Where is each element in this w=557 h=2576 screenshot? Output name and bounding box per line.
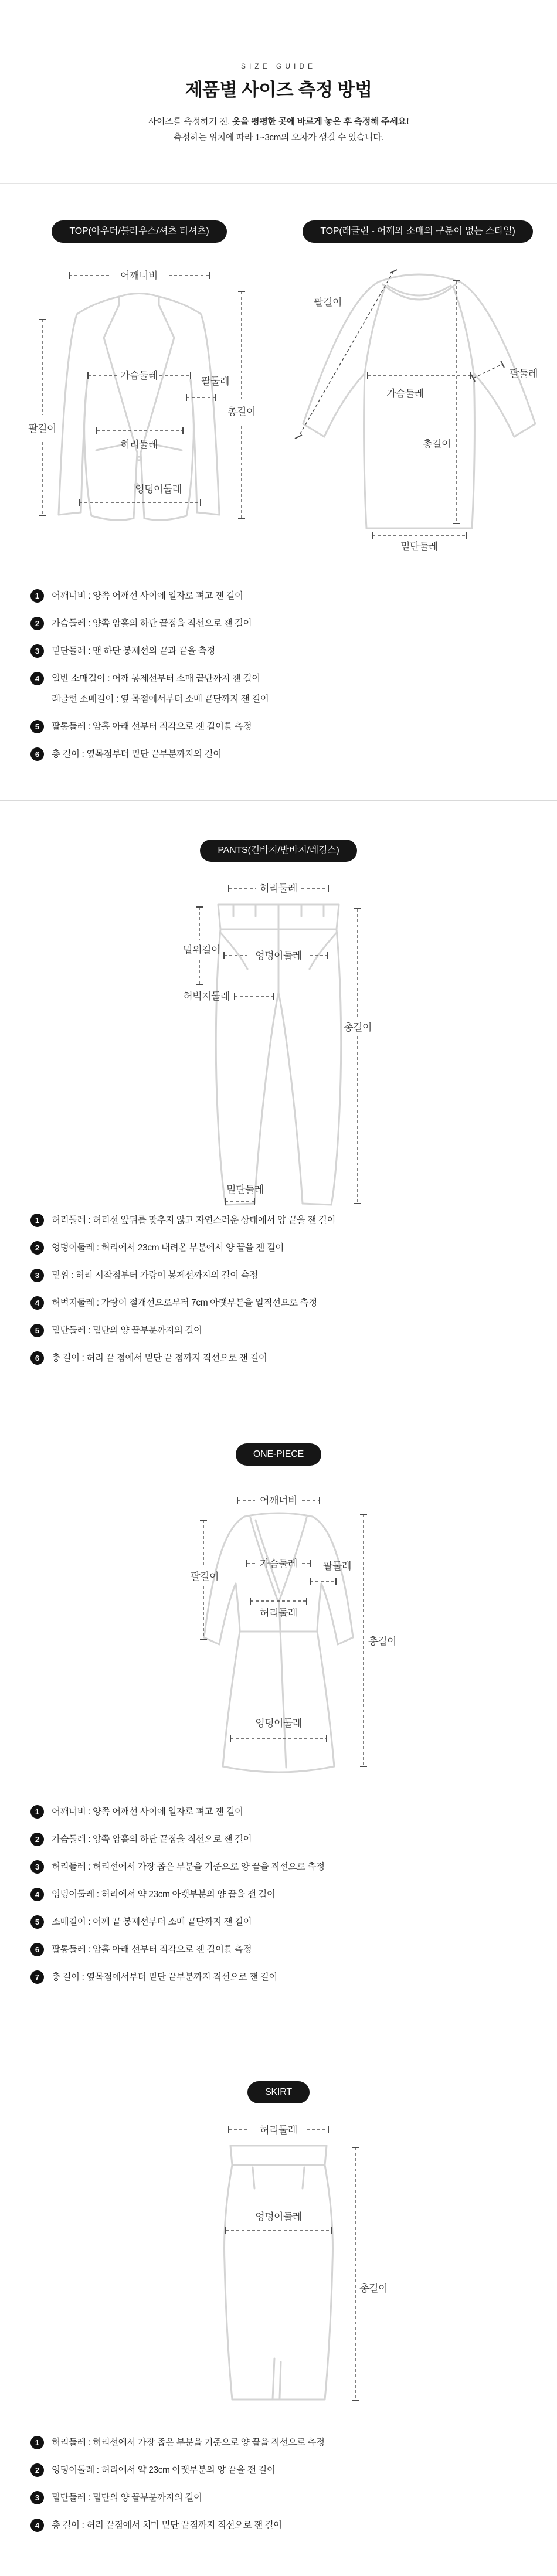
item-number: 6 (30, 747, 44, 761)
label-onepiece-arm-length: 팔길이 (191, 1571, 219, 1582)
list-item: 2 가슴둘레 : 양쪽 암홀의 하단 끝점을 직선으로 잰 길이 (30, 617, 535, 630)
label-jacket-arm: 팔둘레 (201, 376, 229, 387)
list-item: 1 어깨너비 : 양쪽 어깨선 사이에 일자로 펴고 잰 길이 (30, 1805, 535, 1819)
list-item: 3 허리둘레 : 허리선에서 가장 좁은 부분을 기준으로 양 끝을 직선으로 측정 (30, 1860, 535, 1874)
subtitle-line1 (0, 115, 557, 127)
badge-skirt: SKIRT (247, 2081, 310, 2103)
list-item: 1 허리둘레 : 허리선에서 가장 좁은 부분을 기준으로 양 끝을 직선으로 측정 (30, 2436, 535, 2449)
pants-outline (216, 905, 341, 1205)
list-item: 3 밑단둘레 : 밑단의 양 끝부분까지의 길이 (30, 2491, 535, 2504)
label-raglan-total: 총길이 (423, 439, 451, 450)
label-onepiece-arm: 팔둘레 (323, 1561, 351, 1572)
item-number: 4 (30, 1296, 44, 1310)
item-number: 3 (30, 1860, 44, 1874)
skirt-diagram (185, 2119, 390, 2415)
label-pants-rise: 밑위길이 (183, 944, 220, 956)
list-item: 4 엉덩이둘레 : 허리에서 약 23cm 아랫부분의 양 끝을 잰 길이 (30, 1888, 535, 1901)
list-item: 2 가슴둘레 : 양쪽 암홀의 하단 끝점을 직선으로 잰 길이 (30, 1833, 535, 1846)
list-item: 6 팔통둘레 : 암홀 아래 선부터 직각으로 잰 길이를 측정 (30, 1943, 535, 1956)
list-item: 5 밑단둘레 : 밑단의 양 끝부분까지의 길이 (30, 1324, 535, 1337)
label-onepiece-hip: 엉덩이둘레 (255, 1718, 302, 1729)
label-raglan-hem: 밑단둘레 (400, 541, 438, 552)
item-number: 1 (30, 589, 44, 603)
list-item: 5 팔통둘레 : 암홀 아래 선부터 직각으로 잰 길이를 측정 (30, 720, 535, 733)
item-number: 5 (30, 720, 44, 733)
item-number: 5 (30, 1915, 44, 1929)
item-number: 2 (30, 1241, 44, 1255)
item-number: 2 (30, 2463, 44, 2477)
label-onepiece-total: 총길이 (368, 1636, 396, 1647)
subtitle-line2: 측정하는 위치에 따라 1~3cm의 오차가 생길 수 있습니다. (173, 132, 384, 142)
label-jacket-chest: 가슴둘레 (120, 370, 158, 381)
label-jacket-shoulder: 어깨너비 (120, 270, 158, 281)
item-number: 6 (30, 1943, 44, 1956)
item-number: 1 (30, 1214, 44, 1227)
label-jacket-arm-length: 팔길이 (28, 423, 56, 434)
divider-top-section-start (0, 183, 557, 184)
label-onepiece-waist: 허리둘레 (260, 1608, 297, 1619)
badge-onepiece: ONE-PIECE (236, 1443, 321, 1466)
skirt-badge-wrap (0, 2081, 557, 2103)
badge-top-outer: TOP(아우터/블라우스/셔츠 티셔츠) (52, 220, 226, 243)
item-number: 4 (30, 2519, 44, 2532)
onepiece-diagram (161, 1492, 402, 1785)
skirt-outline (225, 2146, 333, 2400)
onepiece-measure-list (30, 1805, 535, 1998)
subtitle-normal: 사이즈를 측정하기 전, (148, 117, 232, 127)
label-pants-hem: 밑단둘레 (226, 1184, 264, 1195)
item-number: 3 (30, 644, 44, 658)
top-measure-list (30, 589, 535, 775)
list-item: 6 총 길이 : 허리 끝 점에서 밑단 끝 점까지 직선으로 잰 길이 (30, 1351, 535, 1365)
badge-top-raglan: TOP(래글런 - 어깨와 소매의 구분이 없는 스타일) (303, 220, 532, 243)
item-number: 4 (30, 672, 44, 685)
label-pants-total: 총길이 (344, 1022, 372, 1033)
raglan-outline (303, 274, 535, 528)
list-item: 2 엉덩이둘레 : 허리에서 약 23cm 아랫부분의 양 끝을 잰 길이 (30, 2463, 535, 2477)
list-item: 4 허벅지둘레 : 가랑이 절개선으로부터 7cm 아랫부분을 일직선으로 측정 (30, 1296, 535, 1310)
label-raglan-chest: 가슴둘레 (386, 388, 424, 399)
item-number: 1 (30, 2436, 44, 2449)
item-number: 2 (30, 617, 44, 630)
label-raglan-arm-length: 팔길이 (314, 297, 342, 308)
label-skirt-hip: 엉덩이둘레 (255, 2211, 302, 2222)
onepiece-outline (204, 1513, 353, 1772)
eyebrow-size-guide: SIZE GUIDE (240, 62, 316, 70)
jacket-diagram (18, 258, 264, 554)
onepiece-badge-wrap (0, 1443, 557, 1466)
list-item: 1 허리둘레 : 허리선 앞뒤를 맞추지 않고 자연스러운 상태에서 양 끝을 잰 길이 (30, 1214, 535, 1227)
top-left-badge-wrap (0, 220, 278, 243)
badge-pants: PANTS(긴바지/반바지/레깅스) (200, 840, 356, 862)
list-item: 3 밑단둘레 : 맨 하단 봉제선의 끝과 끝을 측정 (30, 644, 535, 658)
label-raglan-arm: 팔둘레 (510, 368, 538, 379)
list-item: 3 밑위 : 허리 시작점부터 가랑이 봉제선까지의 길이 측정 (30, 1269, 535, 1282)
item-number: 4 (30, 1888, 44, 1901)
list-item: 2 엉덩이둘레 : 허리에서 23cm 내려온 부분에서 양 끝을 잰 길이 (30, 1241, 535, 1255)
label-jacket-hip: 엉덩이둘레 (135, 484, 182, 495)
skirt-measure-list (30, 2436, 535, 2546)
label-jacket-waist: 허리둘레 (120, 439, 158, 450)
pants-badge-wrap (0, 840, 557, 862)
label-pants-waist: 허리둘레 (260, 883, 297, 894)
label-skirt-waist: 허리둘레 (260, 2125, 297, 2136)
pants-measure-list (30, 1214, 535, 1379)
label-onepiece-shoulder: 어깨너비 (260, 1495, 297, 1506)
item-number: 3 (30, 1269, 44, 1282)
subtitle-bold: 옷을 평평한 곳에 바르게 놓은 후 측정해 주세요! (232, 117, 409, 127)
label-onepiece-chest: 가슴둘레 (260, 1558, 297, 1569)
list-item: 1 어깨너비 : 양쪽 어깨선 사이에 일자로 펴고 잰 길이 (30, 589, 535, 603)
list-item: 4 일반 소매길이 : 어깨 봉제선부터 소매 끝단까지 잰 길이 래글런 소매길이 : 옆 목점에서부터 소매 끝단까지 잰 길이 (30, 672, 535, 706)
label-skirt-total: 총길이 (359, 2283, 388, 2294)
page-title: 제품별 사이즈 측정 방법 (185, 80, 372, 100)
list-item: 4 총 길이 : 허리 끝점에서 치마 밑단 끝점까지 직선으로 잰 길이 (30, 2519, 535, 2532)
label-pants-hip: 엉덩이둘레 (255, 950, 302, 961)
item-number: 3 (30, 2491, 44, 2504)
label-pants-thigh: 허벅지둘레 (183, 991, 230, 1002)
list-item: 6 총 길이 : 옆목점부터 밑단 끝부분까지의 길이 (30, 747, 535, 761)
item-number: 6 (30, 1351, 44, 1365)
divider-pants-section-start (0, 800, 557, 801)
label-jacket-total: 총길이 (227, 406, 256, 417)
pants-diagram (182, 876, 381, 1219)
pants-measure-lines (183, 882, 372, 1205)
raglan-tshirt-diagram (290, 249, 548, 554)
list-item: 7 총 길이 : 옆목점에서부터 밑단 끝부분까지 직선으로 잰 길이 (30, 1970, 535, 1984)
item-number: 7 (30, 1970, 44, 1984)
top-right-badge-wrap (278, 220, 557, 243)
list-item: 5 소매길이 : 어깨 끝 봉제선부터 소매 끝단까지 잰 길이 (30, 1915, 535, 1929)
item-number: 5 (30, 1324, 44, 1337)
item-number: 1 (30, 1805, 44, 1819)
item-number: 2 (30, 1833, 44, 1846)
